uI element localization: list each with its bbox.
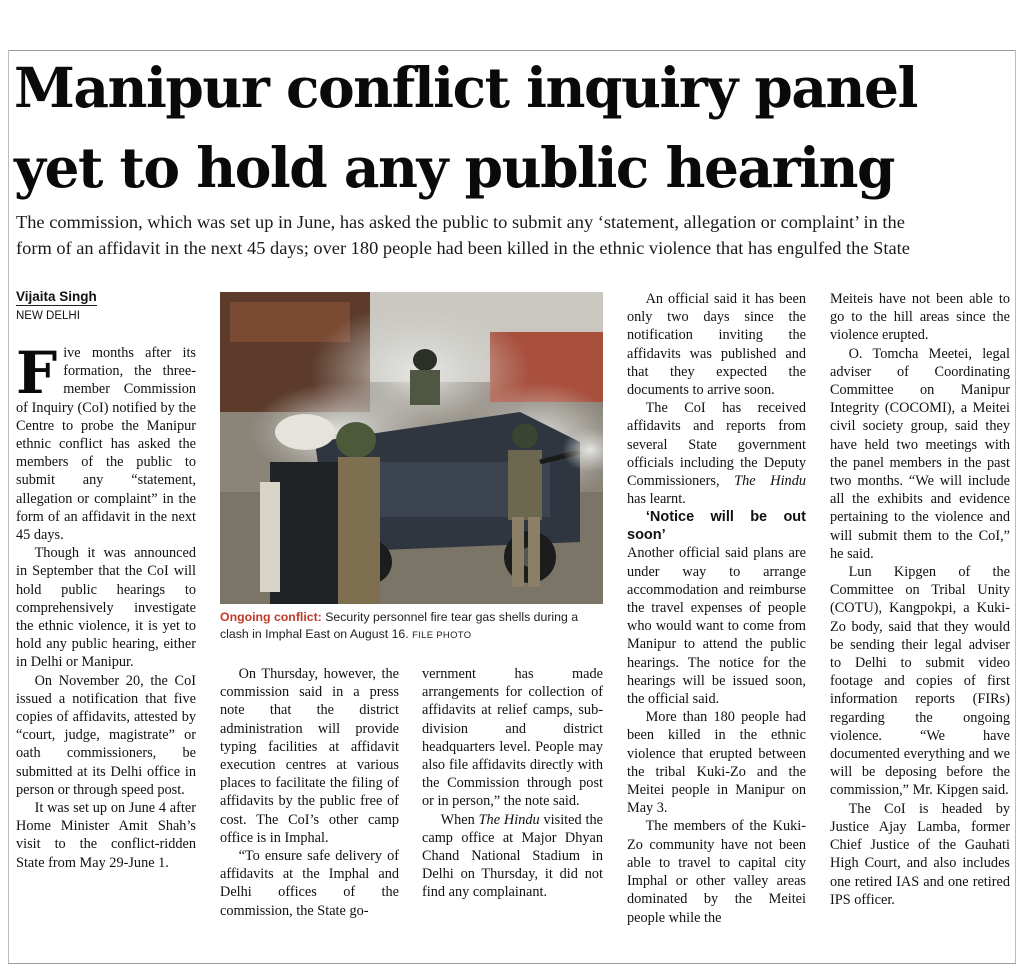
paragraph: When The Hindu visited the camp office at Major Dhyan Chand National Stadium in Delhi on Thursday, it did not find any complainant.: [422, 811, 603, 901]
caption-lead: Ongoing conflict:: [220, 610, 322, 624]
paragraph: On Thursday, however, the commission said in a press note that the district administration will provide typing facilities at affidavit execution centres at various places to facilitate the filing of affidavits by the public free of cost. The CoI’s other camp office is in Imphal.: [220, 666, 399, 846]
paragraph: The members of the Kuki-Zo community have not been able to travel to capital city Imphal or other valley areas dominated by the Meitei people while the: [627, 818, 806, 926]
caption-text: Security personnel fire tear gas shells during a clash in Imphal East on August 16.: [220, 610, 579, 641]
article-column-1: [16, 339, 196, 872]
paragraph: On November 20, the CoI issued a notification that five copies of affidavits, attested by “court, judge, magistrate” or oath commissioners, be submitted at its Delhi office in person or through speed post.: [16, 672, 196, 798]
paragraph: Meiteis have not been able to go to the hill areas since the violence erupted.: [830, 291, 1010, 344]
paragraph: “To ensure safe delivery of affidavits at the Imphal and Delhi offices of the commission, the State go-: [220, 848, 399, 919]
left-rule: [8, 50, 9, 964]
news-photo: [220, 292, 603, 604]
paragraph: More than 180 people had been killed in the ethnic violence that erupted between the tribal Kuki-Zo and the Meitei people in Manipur on May 3.: [627, 709, 806, 817]
article-column-4: [627, 290, 806, 927]
photo-credit: FILE PHOTO: [412, 630, 472, 641]
deck-line-2: form of an affidavit in the next 45 days; over 180 people had been killed in the ethnic violence that has engulfed the State: [16, 238, 910, 258]
subheadline-deck: [16, 209, 1006, 261]
paragraph: O. Tomcha Meetei, legal adviser of Coordinating Committee on Manipur Integrity (COCOMI), a Meitei civil society group, said they have held two meetings with the panel members in the past two months. “We will include all the exhibits and evidence pertaining to the violence and will submit them to the CoI,” he said.: [830, 345, 1010, 562]
headline-line-2: yet to hold any public hearing: [14, 135, 894, 200]
headline-line-1: Manipur conflict inquiry panel: [14, 55, 917, 120]
photo-illustration: [220, 292, 603, 604]
paragraph: The CoI has received affidavits and reports from several State government officials including the Deputy Commissioners, The Hindu has learnt.: [627, 400, 806, 508]
section-subhead: ‘Notice will be out soon’: [627, 509, 806, 544]
author-name: Vijaita Singh: [16, 289, 97, 304]
photo-caption: [220, 609, 605, 644]
drop-cap: F: [16, 339, 58, 407]
bottom-rule: [8, 963, 1016, 964]
deck-line-1: The commission, which was set up in June, has asked the public to submit any ‘statement, allegation or complaint’ in the: [16, 212, 905, 232]
byline: [16, 288, 211, 325]
article-column-3: [422, 665, 603, 902]
paragraph: Though it was announced in September that the CoI will hold public hearings to comprehensively investigate the ethnic violence, it is yet to hold any public hearing, either in Delhi or Manipur.: [16, 545, 196, 671]
dateline: NEW DELHI: [16, 310, 80, 322]
article-column-5: [830, 290, 1010, 909]
paragraph: An official said it has been only two days since the notification inviting the affidavits was published and that they expected the documents to arrive soon.: [627, 291, 806, 399]
article-column-2: [220, 665, 399, 920]
paragraph: It was set up on June 4 after Home Minister Amit Shah’s visit to the conflict-ridden State from May 29-June 1.: [16, 800, 196, 871]
paragraph: vernment has made arrangements for collection of affidavits at relief camps, sub-division and district headquarters level. People may also file affidavits directly with the Commission through post or in person,” the note said.: [422, 666, 603, 810]
paragraph: Five months after its formation, the three-member Commission of Inquiry (CoI) notified by the Centre to probe the Manipur ethnic conflict has asked the members of the public to submit any “statement, allegation or complaint” in the form of an affidavit in the next 45 days.: [16, 339, 196, 544]
paragraph: Lun Kipgen of the Committee on Tribal Unity (COTU), Kangpokpi, a Kuki-Zo body, said that they would be sending their legal adviser to Delhi to submit video footage and copies of first information reports (FIRs) regarding the ongoing violence. “We have documented everything and we will be deposing before the commission,” Mr. Kipgen said.: [830, 564, 1010, 799]
paragraph: The CoI is headed by Justice Ajay Lamba, former Chief Justice of the Gauhati High Court, and also includes one retired IAS and one retired IPS officer.: [830, 800, 1010, 908]
paragraph: Another official said plans are under way to arrange accommodation and reimburse the travel expenses of people who would want to come from Manipur to attend the public hearings. The notice for the hearings will be issued soon, the official said.: [627, 545, 806, 708]
right-rule: [1015, 50, 1016, 964]
headline: [14, 48, 1014, 208]
